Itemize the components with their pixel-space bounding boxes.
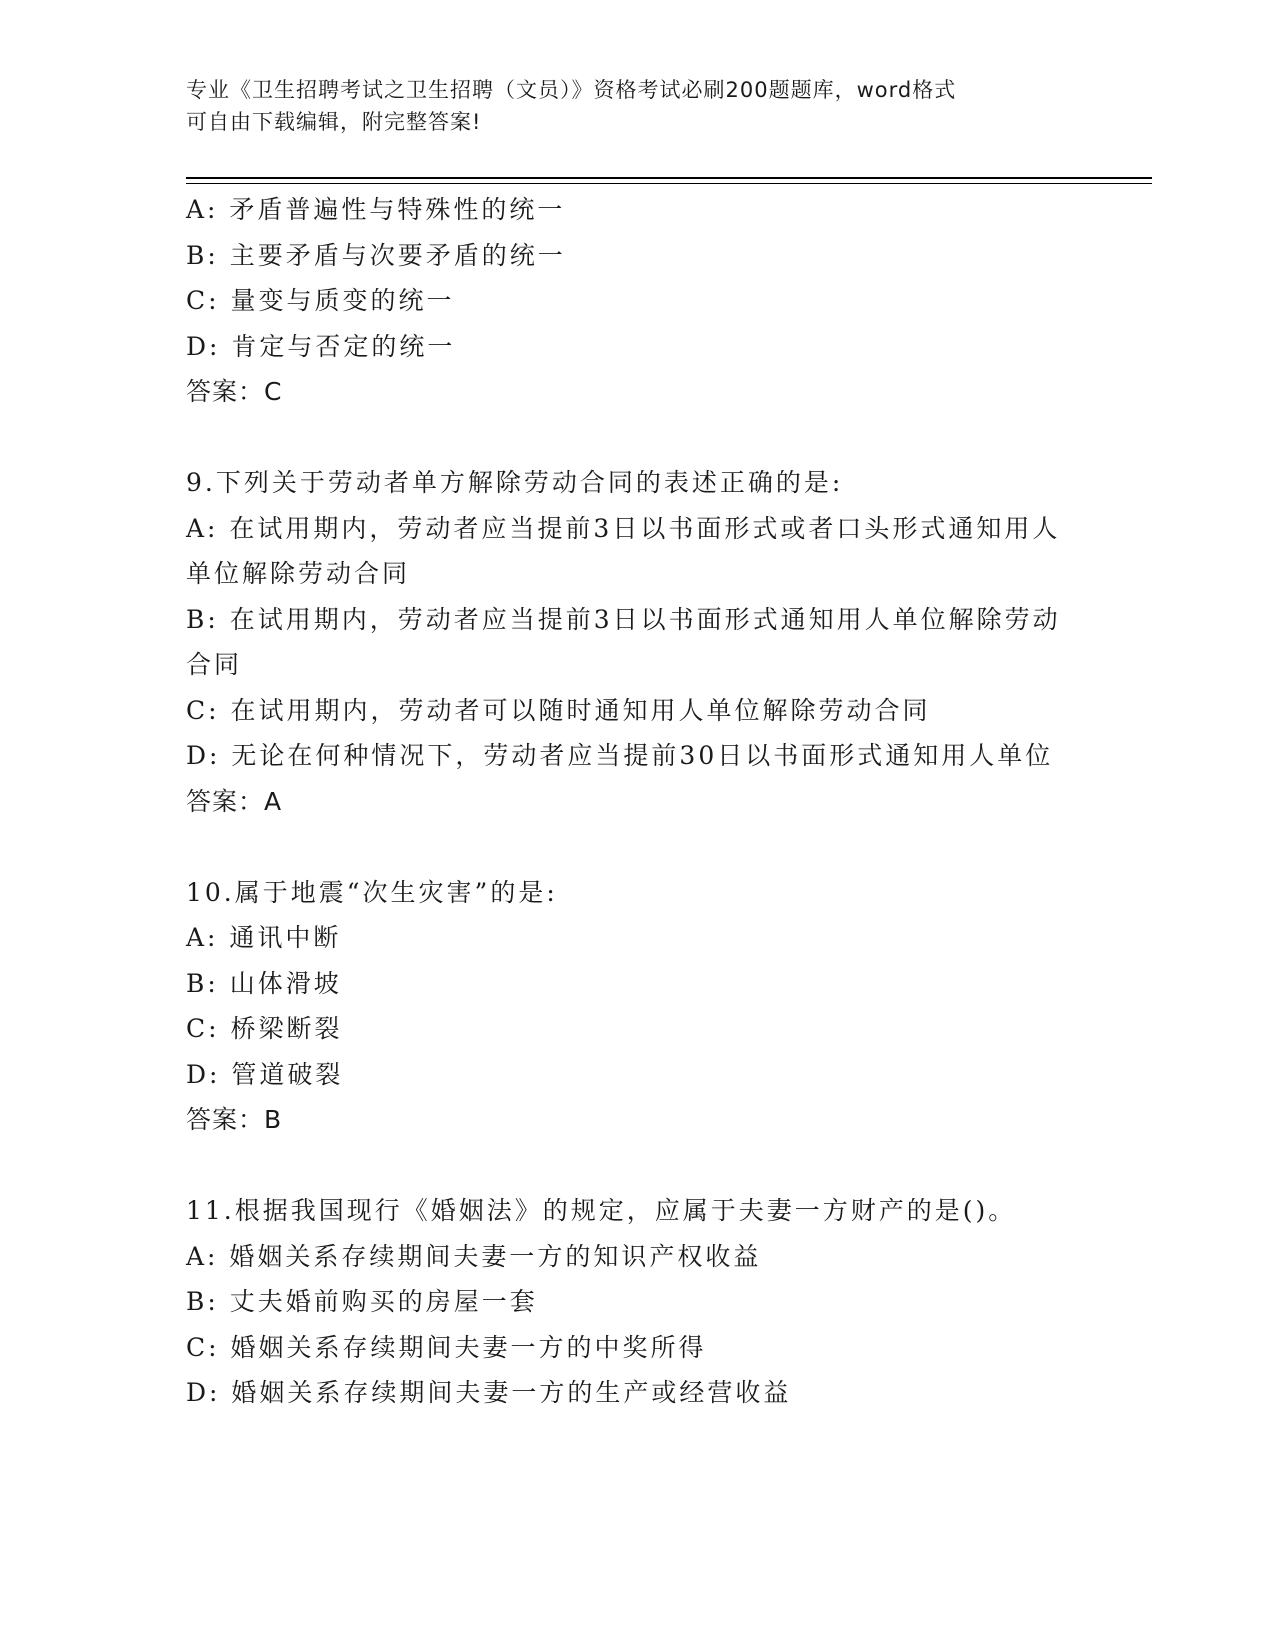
question-11-option-d: D: 婚姻关系存续期间夫妻一方的生产或经营收益 — [186, 1378, 792, 1407]
spacer — [186, 415, 1086, 461]
question-10-option-c: C: 桥梁断裂 — [186, 1014, 343, 1043]
question-11-option-c: C: 婚姻关系存续期间夫妻一方的中奖所得 — [186, 1332, 707, 1362]
document-header — [186, 74, 1086, 138]
question-8-answer: 答案：C — [186, 377, 283, 406]
question-9-option-b: B: 在试用期内，劳动者应当提前3日以书面形式通知用人单位解除劳动合同 — [186, 604, 1061, 679]
question-9-option-c: C: 在试用期内，劳动者可以随时通知用人单位解除劳动合同 — [186, 695, 931, 725]
question-9-answer: 答案：A — [186, 786, 283, 816]
question-9-option-a: A: 在试用期内，劳动者应当提前3日以书面形式或者口头形式通知用人单位解除劳动合同 — [186, 513, 1061, 588]
question-8-block — [186, 187, 1086, 415]
header-line-1: 专业《卫生招聘考试之卫生招聘（文员）》资格考试必刷200题题库，word格式 — [186, 78, 957, 102]
question-8-option-c: C: 量变与质变的统一 — [186, 286, 455, 315]
question-11-stem: 11.根据我国现行《婚姻法》的规定，应属于夫妻一方财产的是()。 — [186, 1196, 1017, 1225]
spacer — [186, 824, 1086, 870]
question-8-option-d: D: 肯定与否定的统一 — [186, 331, 456, 361]
spacer — [186, 1143, 1086, 1189]
question-8-option-a: A: 矛盾普遍性与特殊性的统一 — [186, 195, 566, 224]
question-10-stem: 10.属于地震“次生灾害”的是: — [186, 877, 558, 907]
header-line-2: 可自由下载编辑，附完整答案! — [186, 110, 482, 134]
question-9-option-d: D: 无论在何种情况下，劳动者应当提前30日以书面形式通知用人单位 — [186, 741, 1054, 770]
question-content — [186, 187, 1086, 1416]
question-11-block — [186, 1188, 1086, 1416]
question-10-block — [186, 870, 1086, 1143]
question-8-option-b: B: 主要矛盾与次要矛盾的统一 — [186, 240, 566, 270]
question-11-option-b: B: 丈夫婚前购买的房屋一套 — [186, 1287, 538, 1316]
question-11-option-a: A: 婚姻关系存续期间夫妻一方的知识产权收益 — [186, 1241, 762, 1271]
question-10-option-d: D: 管道破裂 — [186, 1059, 344, 1089]
question-10-option-b: B: 山体滑坡 — [186, 968, 342, 998]
question-9-stem: 9.下列关于劳动者单方解除劳动合同的表述正确的是: — [186, 468, 844, 497]
question-10-answer: 答案：B — [186, 1105, 283, 1134]
question-10-option-a: A: 通讯中断 — [186, 923, 342, 952]
header-rule-thick — [186, 177, 1152, 179]
header-rule-thin — [186, 183, 1152, 184]
question-9-block — [186, 460, 1086, 824]
